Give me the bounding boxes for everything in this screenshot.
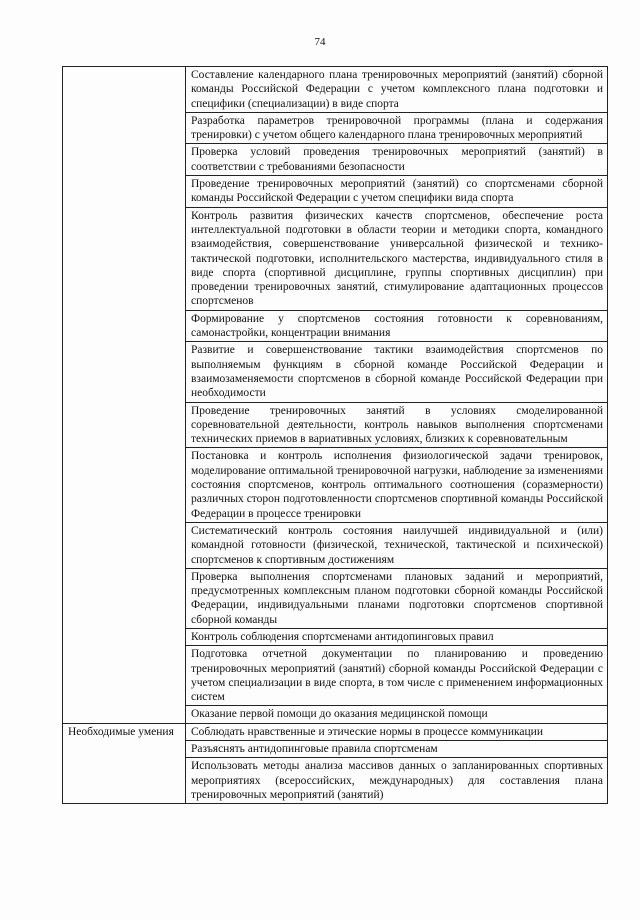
row-text: Разъяснять антидопинговые правила спортсменам xyxy=(186,741,608,758)
row-text: Формирование у спортсменов состояния готовности к соревнованиям, самонастройки, концентрации внимания xyxy=(186,310,608,342)
row-text: Подготовка отчетной документации по планированию и проведению тренировочных мероприятий (занятий) сборной команды Российской Федерации с учетом специализации в виде спорта, в том числе с применением информационных систем xyxy=(186,646,608,706)
row-text: Проведение тренировочных занятий в условиях смоделированной соревновательной деятельности, контроль навыков выполнения спортсменами технических приемов в вариативных условиях, близких к соревновательным xyxy=(186,402,608,448)
row-text: Проведение тренировочных мероприятий (занятий) со спортсменами сборной команды Российской Федерации с учетом специфики вида спорта xyxy=(186,176,608,208)
row-text: Систематический контроль состояния наилучшей индивидуальной и (или) командной готовности (физической, технической, тактической и психической) спортсменов к спортивным достижениям xyxy=(186,522,608,568)
page-number: 74 xyxy=(314,36,326,48)
row-text: Составление календарного плана тренировочных мероприятий (занятий) сборной команды Российской Федерации с учетом комплексного плана подготовки и специфики (специализации) в виде спорта xyxy=(186,67,608,113)
table-row xyxy=(63,723,608,740)
row-text: Контроль развития физических качеств спортсменов, обеспечение роста интеллектуальной подготовки в области теории и методики спорта, командного взаимодействия, совершенствование универсальной физической и технико-тактической подготовки, исполнительского мастерства, индивидуального стиля в виде спорта (спортивной дисциплине, группы спортивных дисциплин) при проведении тренировочных занятий, стимулирование адаптационных процессов спортсменов xyxy=(186,207,608,310)
row-text: Развитие и совершенствование тактики взаимодействия спортсменов по выполняемым функциям в сборной команде Российской Федерации и взаимозаменяемости спортсменов в сборной команде Российской Федерации при необходимости xyxy=(186,342,608,402)
row-text: Разработка параметров тренировочной программы (плана и содержания тренировки) с учетом общего календарного плана тренировочных мероприятий xyxy=(186,112,608,144)
qualification-table xyxy=(62,66,608,804)
row-text: Проверка выполнения спортсменами плановых заданий и мероприятий, предусмотренных комплексным планом подготовки сборной команды Российской Федерации, индивидуальными планами подготовки спортсменов спортивной сборной команды xyxy=(186,568,608,628)
row-text: Оказание первой помощи до оказания медицинской помощи xyxy=(186,706,608,723)
row-text: Использовать методы анализа массивов данных о запланированных спортивных мероприятиях (всероссийских, международных) для составления плана тренировочных мероприятий (занятий) xyxy=(186,758,608,804)
section-label xyxy=(63,67,186,724)
section-label: Необходимые умения xyxy=(63,723,186,803)
row-text: Контроль соблюдения спортсменами антидопинговых правил xyxy=(186,628,608,645)
row-text: Проверка условий проведения тренировочных мероприятий (занятий) в соответствии с требованиями безопасности xyxy=(186,144,608,176)
table-row xyxy=(63,67,608,113)
row-text: Постановка и контроль исполнения физиологической задачи тренировок, моделирование оптимальной тренировочной нагрузки, наблюдение за изменениями состояния спортсменов, контроль оптимального соотношения (соразмерности) различных сторон подготовленности спортсменов спортивной команды Российской Федерации в процессе тренировки xyxy=(186,448,608,522)
row-text: Соблюдать нравственные и этические нормы в процессе коммуникации xyxy=(186,723,608,740)
